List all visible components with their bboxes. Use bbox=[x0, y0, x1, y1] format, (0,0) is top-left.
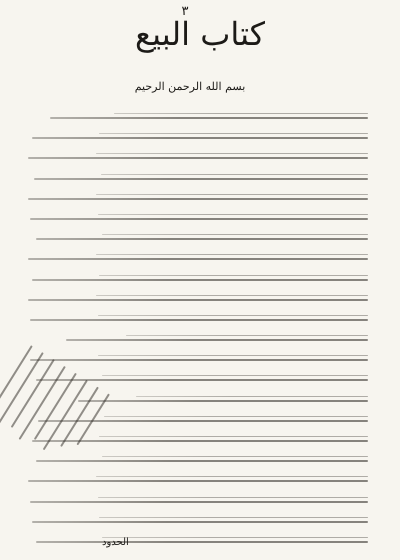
manuscript-line bbox=[28, 290, 368, 310]
ink-stroke bbox=[126, 335, 368, 336]
ink-stroke bbox=[99, 275, 368, 276]
ink-stroke bbox=[96, 295, 368, 296]
ink-stroke bbox=[30, 501, 368, 503]
ink-stroke bbox=[99, 133, 368, 134]
ink-stroke bbox=[102, 234, 368, 235]
ink-stroke bbox=[36, 541, 368, 543]
ink-stroke bbox=[99, 436, 368, 437]
ink-stroke bbox=[136, 396, 368, 397]
ink-stroke bbox=[28, 198, 368, 200]
ink-stroke bbox=[34, 178, 368, 180]
page-title: كتاب البيع bbox=[135, 15, 265, 53]
ink-stroke bbox=[32, 521, 368, 523]
ink-stroke bbox=[30, 218, 368, 220]
ink-stroke bbox=[102, 456, 368, 457]
ink-stroke bbox=[101, 174, 368, 175]
manuscript-line bbox=[28, 148, 368, 168]
manuscript-line bbox=[28, 169, 368, 189]
ink-stroke bbox=[32, 137, 368, 139]
manuscript-line bbox=[28, 492, 368, 512]
ink-stroke bbox=[32, 279, 368, 281]
ink-stroke bbox=[30, 319, 368, 321]
ink-stroke bbox=[99, 517, 368, 518]
manuscript-line bbox=[28, 350, 368, 370]
ink-stroke bbox=[98, 497, 368, 498]
ink-stroke bbox=[96, 153, 368, 154]
ink-stroke bbox=[98, 315, 368, 316]
ink-stroke bbox=[28, 299, 368, 301]
ink-stroke bbox=[102, 537, 368, 538]
manuscript-line bbox=[28, 229, 368, 249]
page-number: ٣ bbox=[181, 4, 189, 19]
manuscript-line bbox=[28, 189, 368, 209]
ink-stroke bbox=[114, 113, 368, 114]
ink-stroke bbox=[36, 238, 368, 240]
manuscript-line bbox=[28, 532, 368, 552]
manuscript-line bbox=[28, 209, 368, 229]
ink-stroke bbox=[104, 416, 368, 417]
manuscript-line bbox=[28, 128, 368, 148]
body-text bbox=[28, 108, 368, 553]
ink-stroke bbox=[28, 157, 368, 159]
ink-stroke bbox=[96, 476, 368, 477]
manuscript-line bbox=[28, 270, 368, 290]
ink-stroke bbox=[96, 254, 368, 255]
manuscript-line bbox=[28, 512, 368, 532]
manuscript-line bbox=[28, 310, 368, 330]
ink-stroke bbox=[98, 355, 368, 356]
ink-stroke bbox=[96, 194, 368, 195]
manuscript-line bbox=[28, 249, 368, 269]
ink-stroke bbox=[30, 359, 368, 361]
basmala: بسم الله الرحمن الرحيم bbox=[134, 80, 246, 93]
ink-stroke bbox=[50, 117, 368, 119]
manuscript-line bbox=[28, 330, 368, 350]
manuscript-line bbox=[28, 108, 368, 128]
ink-stroke bbox=[66, 339, 368, 341]
ink-stroke bbox=[28, 258, 368, 260]
ink-stroke bbox=[102, 375, 368, 376]
ink-stroke bbox=[98, 214, 368, 215]
catchword: الحدود bbox=[102, 537, 129, 548]
